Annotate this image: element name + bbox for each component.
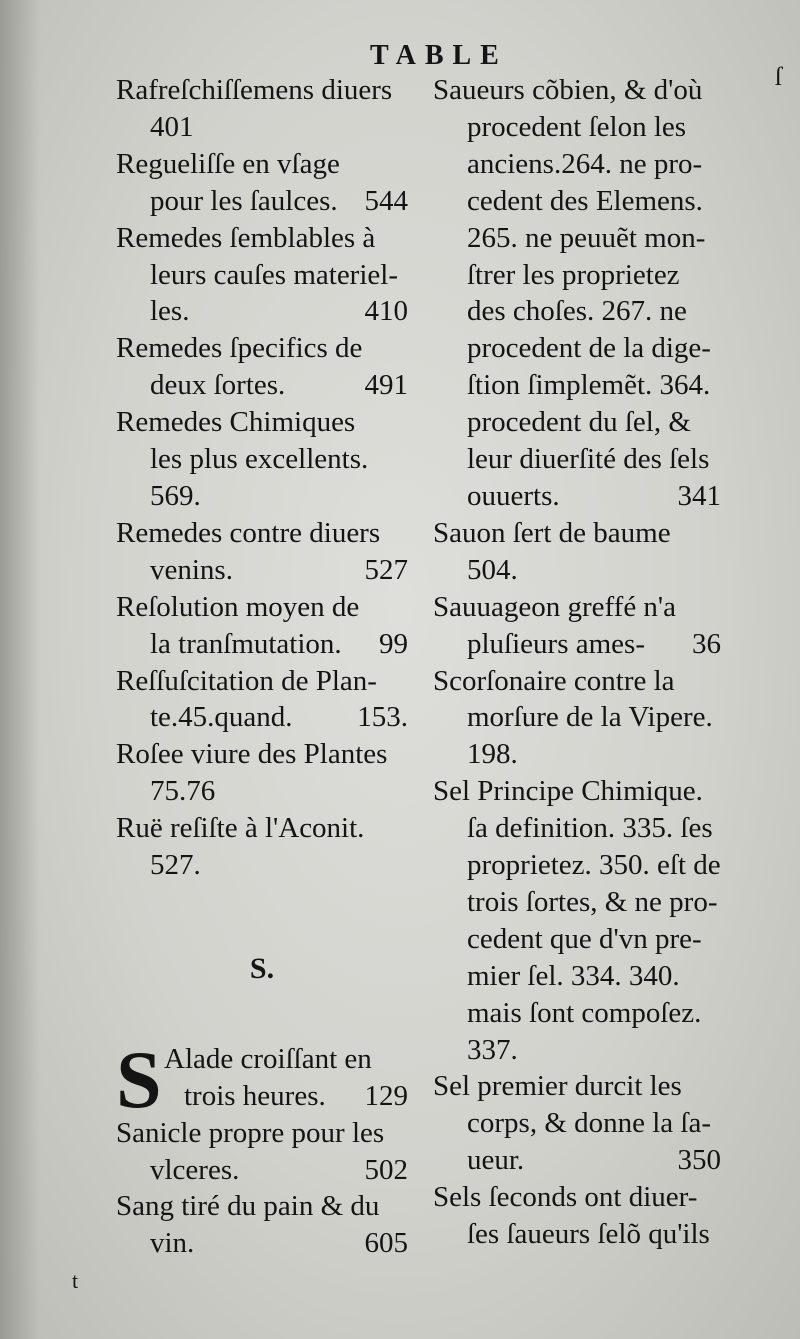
index-entry: [433, 1068, 721, 1179]
entry-text: Reſſuſcitation de Plan-: [116, 664, 377, 697]
entry-line: [433, 330, 721, 367]
bottom-mark: t: [72, 1268, 79, 1293]
entry-text: 337.: [467, 1033, 518, 1066]
entry-text: venins.: [150, 553, 233, 586]
page-number: 605: [364, 1227, 408, 1260]
entry-text: ouuerts.: [467, 479, 560, 512]
entry-line: [433, 404, 721, 441]
entry-text: te.45.quand.: [150, 701, 293, 734]
index-entry: [116, 146, 408, 220]
index-entry: [433, 72, 721, 515]
entry-text: pluſieurs ames-: [467, 627, 645, 660]
entry-line: [116, 441, 408, 478]
index-entry: [116, 220, 408, 331]
entry-line: [433, 293, 721, 330]
entry-text: procedent ſelon les: [467, 110, 687, 143]
page-number: 341: [677, 479, 721, 512]
right-column: [433, 72, 721, 1253]
entry-line: [433, 478, 721, 515]
dropcap-entry: [116, 1033, 408, 1125]
entry-text: procedent du ſel, &: [467, 406, 691, 439]
entry-line: [433, 847, 721, 884]
page-number: 410: [364, 295, 408, 328]
entry-text: les.: [150, 295, 190, 328]
entry-line: [116, 515, 408, 552]
entry-line: [116, 478, 408, 515]
entry-text: 504.: [467, 553, 518, 586]
entry-text: Sauuageon greffé n'a: [433, 590, 677, 623]
entry-text: procedent de la dige-: [467, 332, 711, 365]
entry-line: [433, 589, 721, 626]
index-entry: [116, 810, 408, 884]
entry-line: [433, 663, 721, 700]
entry-line: [116, 293, 408, 330]
entry-line: [433, 1179, 721, 1216]
entry-line: [433, 515, 721, 552]
left-column: [116, 72, 408, 1262]
entry-text: 401: [150, 110, 194, 143]
entry-text: morſure de la Vipere.: [467, 701, 713, 734]
entry-text: Sanicle propre pour les: [116, 1116, 385, 1149]
page-number: 491: [364, 369, 408, 402]
entry-text: la tranſmutation.: [150, 627, 342, 660]
entry-line: [433, 220, 721, 257]
index-entry: [433, 1179, 721, 1253]
entry-line: [433, 146, 721, 183]
entry-line: [433, 441, 721, 478]
page-number: 527: [364, 553, 408, 586]
index-entry: [116, 404, 408, 515]
page-number: 544: [364, 184, 408, 217]
entry-text: corps, & donne la ſa-: [467, 1107, 712, 1140]
entry-line: [433, 1068, 721, 1105]
entry-line: [116, 330, 408, 367]
entry-line: [433, 72, 721, 109]
entry-text: ſa definition. 335. ſes: [467, 812, 713, 845]
entry-text: leur diuerſité des ſels: [467, 443, 710, 476]
entry-line: [433, 884, 721, 921]
entry-line: [433, 1142, 721, 1179]
index-entry: [433, 663, 721, 774]
entry-text: 569.: [150, 479, 201, 512]
entry-text: 198.: [467, 738, 518, 771]
entry-text: 527.: [150, 849, 201, 882]
index-entry: [116, 663, 408, 737]
entry-text: Rafreſchiſſemens diuers: [116, 74, 393, 106]
entry-line: [116, 146, 408, 183]
entry-text: proprietez. 350. eſt de: [467, 849, 721, 882]
entry-text: mais ſont compoſez.: [467, 996, 702, 1029]
entry-text: ſtion ſimplemẽt. 364.: [467, 369, 711, 402]
entry-line: [433, 921, 721, 958]
entry-text: Roſee viure des Plantes: [116, 738, 388, 771]
drop-cap: S: [116, 1033, 162, 1125]
index-entry: [116, 1115, 408, 1189]
entry-text: trois ſortes, & ne pro-: [467, 885, 718, 918]
entry-line: [433, 552, 721, 589]
index-entry: [433, 515, 721, 589]
entry-text: ueur.: [467, 1144, 525, 1177]
index-entry: [116, 1188, 408, 1262]
entry-text: leurs cauſes materiel-: [150, 258, 398, 291]
page-number: 153.: [357, 701, 408, 734]
entry-line: [116, 847, 408, 884]
entry-text: Saueurs cõbien, & d'où: [433, 74, 703, 106]
entry-line: [116, 552, 408, 589]
entry-text: Remedes ſpecifics de: [116, 332, 363, 365]
entry-line: [433, 699, 721, 736]
margin-mark: ſ: [774, 62, 782, 91]
entry-line: [116, 810, 408, 847]
page-number: 99: [379, 627, 408, 660]
left-entries-before: [116, 72, 408, 884]
entry-line: [116, 1078, 408, 1115]
entry-line: [116, 663, 408, 700]
entry-line: [116, 736, 408, 773]
entry-text: Sel premier durcit les: [433, 1070, 682, 1103]
running-head: TABLE: [370, 40, 508, 71]
entry-line: [116, 1152, 408, 1189]
entry-line: [116, 183, 408, 220]
entry-text: pour les ſaulces.: [150, 184, 338, 217]
entry-line: [433, 1105, 721, 1142]
section-letter: S.: [249, 951, 275, 985]
entry-text: cedent que d'vn pre-: [467, 922, 702, 955]
entry-text: 75.76: [150, 775, 216, 808]
entry-line: [116, 72, 408, 109]
entry-text: mier ſel. 334. 340.: [467, 959, 680, 992]
entry-line: [433, 257, 721, 294]
entry-line: [433, 810, 721, 847]
entry-line: [433, 183, 721, 220]
index-entry: [116, 589, 408, 663]
index-entry: [116, 72, 408, 146]
entry-text: 265. ne peuuẽt mon-: [467, 221, 706, 254]
index-entry: [433, 589, 721, 663]
entry-line: [433, 1216, 721, 1253]
entry-line: [433, 995, 721, 1032]
entry-text: Remedes contre diuers: [116, 516, 381, 549]
entry-line: [433, 958, 721, 995]
entry-line: [116, 699, 408, 736]
entry-line: [433, 109, 721, 146]
left-entries-after: [116, 1115, 408, 1263]
entry-text: cedent des Elemens.: [467, 184, 703, 217]
entry-text: ſtrer les proprietez: [467, 258, 680, 291]
entry-line: [433, 736, 721, 773]
page-number: 502: [364, 1153, 408, 1186]
entry-line: [433, 367, 721, 404]
entry-text: deux ſortes.: [150, 369, 286, 402]
entry-text: Sel Principe Chimique.: [433, 775, 703, 808]
entry-line: [433, 773, 721, 810]
entry-text: vin.: [150, 1227, 195, 1260]
index-entry: [116, 736, 408, 810]
entry-line: [116, 773, 408, 810]
entry-line: [116, 626, 408, 663]
entry-text: ſes ſaueurs ſelõ qu'ils: [467, 1218, 710, 1251]
page-number: 129: [364, 1079, 408, 1112]
entry-line: [116, 589, 408, 626]
entry-text: anciens.264. ne pro-: [467, 147, 703, 180]
entry-text: Ruë reſiſte à l'Aconit.: [116, 812, 365, 845]
page-number: 36: [692, 627, 721, 660]
entry-text: des choſes. 267. ne: [467, 295, 687, 328]
index-entry: [116, 330, 408, 404]
entry-line: [433, 626, 721, 663]
entry-text: Remedes ſemblables à: [116, 221, 376, 254]
entry-line: [116, 1225, 408, 1262]
entry-text: Reſolution moyen de: [116, 590, 360, 623]
entry-line: [433, 1032, 721, 1069]
entry-line: [116, 367, 408, 404]
entry-line: [116, 220, 408, 257]
entry-line: Alade croiſſant en: [164, 1042, 372, 1075]
entry-text: Scorſonaire contre la: [433, 664, 675, 697]
index-entry: [116, 515, 408, 589]
entry-text: trois heures.: [184, 1079, 326, 1112]
entry-text: les plus excellents.: [150, 443, 369, 476]
entry-line: [116, 257, 408, 294]
entry-line: [116, 1188, 408, 1225]
entry-text: Remedes Chimiques: [116, 406, 356, 439]
entry-text: Sels ſeconds ont diuer-: [433, 1181, 698, 1214]
entry-line: [116, 1115, 408, 1152]
index-entry: [433, 773, 721, 1068]
entry-text: Sauon ſert de baume: [433, 516, 671, 549]
entry-text: Sang tiré du pain & du: [116, 1190, 380, 1223]
gutter-shadow: [0, 0, 40, 1339]
page-number: 350: [677, 1144, 721, 1177]
entry-line: [116, 109, 408, 146]
entry-text: Regueliſſe en vſage: [116, 147, 340, 180]
entry-text: vlceres.: [150, 1153, 240, 1186]
entry-line: [116, 404, 408, 441]
